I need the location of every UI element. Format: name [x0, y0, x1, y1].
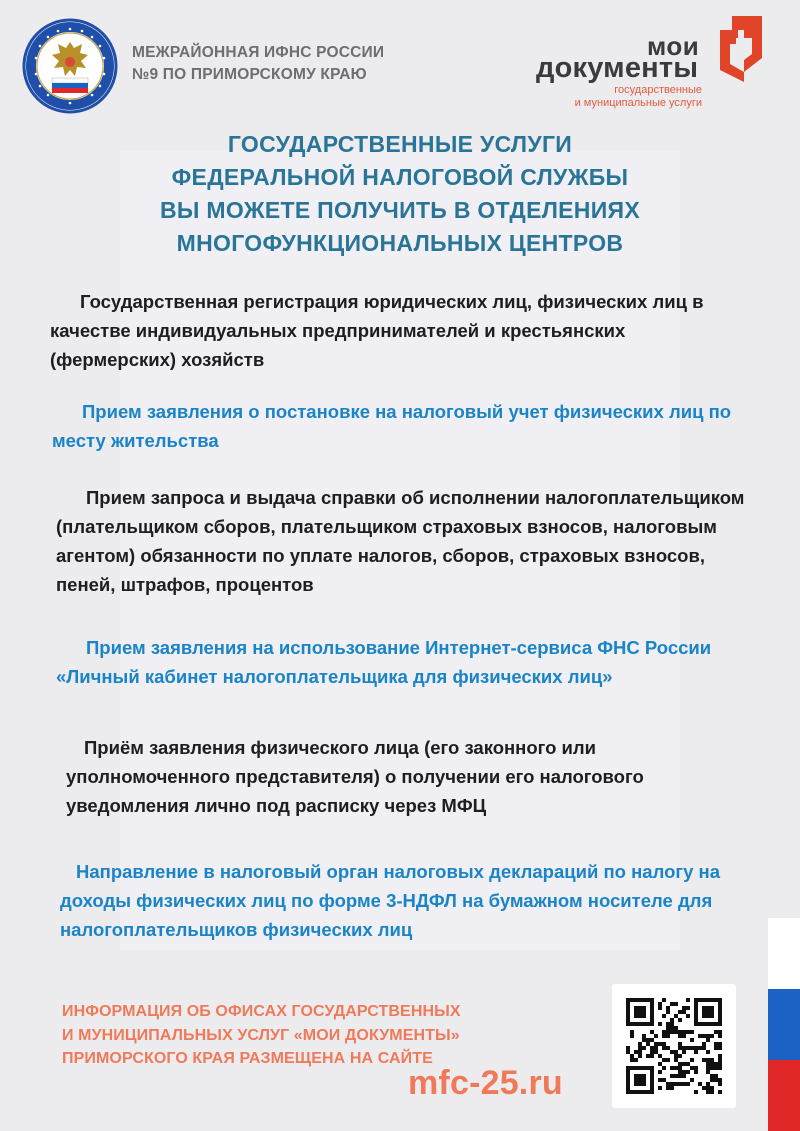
- website-link[interactable]: mfc-25.ru: [408, 1064, 563, 1102]
- flag-blue-stripe: [768, 989, 800, 1060]
- service-line: агентом) обязанности по уплате налогов, сборов, страховых взносов,: [56, 545, 705, 566]
- organization-name: [132, 42, 392, 86]
- service-line: Прием заявления на использование Интернет-сервиса ФНС России: [86, 637, 712, 658]
- service-line: налогоплательщиков физических лиц: [60, 919, 413, 940]
- service-line: Приём заявления физического лица (его законного или: [84, 737, 597, 758]
- service-item: [56, 483, 744, 599]
- title-line3: ВЫ МОЖЕТЕ ПОЛУЧИТЬ В ОТДЕЛЕНИЯХ: [159, 197, 640, 223]
- office-info: [62, 1000, 582, 1071]
- title-line1: ГОСУДАРСТВЕННЫЕ УСЛУГИ: [227, 131, 573, 157]
- service-line: доходы физических лиц по форме 3-НДФЛ на бумажном носителе для: [60, 890, 713, 911]
- service-line: Направление в налоговый орган налоговых деклараций по налогу на: [76, 861, 720, 882]
- service-line: уведомления лично под расписку через МФЦ: [66, 795, 487, 816]
- russian-flag-stripe: [768, 918, 800, 1131]
- service-line: «Личный кабинет налогоплательщика для физических лиц»: [56, 666, 613, 687]
- service-line: Прием заявления о постановке на налоговый учет физических лиц по: [82, 401, 732, 422]
- service-line: качестве индивидуальных предпринимателей и крестьянских: [50, 320, 626, 341]
- flag-white-stripe: [768, 918, 800, 989]
- logo-subtitle: [575, 84, 702, 110]
- page-title: [100, 128, 700, 260]
- moi-dokumenty-logo-icon: [714, 14, 766, 84]
- qr-code-icon: [626, 998, 722, 1094]
- org-name-line2: №9 ПО ПРИМОРСКОМУ КРАЮ: [132, 66, 367, 83]
- service-line: месту жительства: [52, 430, 219, 451]
- service-line: пеней, штрафов, процентов: [56, 574, 314, 595]
- title-line4: МНОГОФУНКЦИОНАЛЬНЫХ ЦЕНТРОВ: [176, 230, 624, 256]
- service-line: уполномоченного представителя) о получении его налогового: [66, 766, 644, 787]
- org-name-line1: МЕЖРАЙОННАЯ ИФНС РОССИИ: [132, 44, 385, 61]
- info-line3: ПРИМОРСКОГО КРАЯ РАЗМЕЩЕНА НА САЙТЕ: [62, 1050, 433, 1067]
- logo-word-moi: мои: [647, 31, 700, 61]
- service-item: [66, 733, 644, 820]
- service-item: [60, 857, 720, 944]
- info-line2: И МУНИЦИПАЛЬНЫХ УСЛУГ «МОИ ДОКУМЕНТЫ»: [62, 1026, 460, 1044]
- service-item: [52, 397, 731, 455]
- flag-red-stripe: [768, 1060, 800, 1131]
- service-line: (плательщиком сборов, плательщиком страховых взносов, налоговым: [56, 516, 717, 537]
- info-line1: ИНФОРМАЦИЯ ОБ ОФИСАХ ГОСУДАРСТВЕННЫХ: [62, 1003, 461, 1020]
- service-line: Государственная регистрация юридических лиц, физических лиц в: [80, 291, 704, 312]
- fns-emblem-icon: [22, 18, 118, 114]
- moi-dokumenty-logo: [534, 14, 774, 114]
- logo-sub-line2: и муниципальные услуги: [574, 97, 702, 109]
- logo-word-dokumenty: документы: [536, 52, 699, 84]
- service-item: [50, 287, 703, 374]
- title-line2: ФЕДЕРАЛЬНОЙ НАЛОГОВОЙ СЛУЖБЫ: [171, 164, 629, 190]
- service-line: (фермерских) хозяйств: [50, 349, 265, 370]
- service-item: [56, 633, 711, 691]
- service-line: Прием запроса и выдача справки об исполнении налогоплательщиком: [86, 487, 745, 508]
- logo-sub-line1: государственные: [614, 84, 702, 96]
- qr-code[interactable]: [612, 984, 736, 1108]
